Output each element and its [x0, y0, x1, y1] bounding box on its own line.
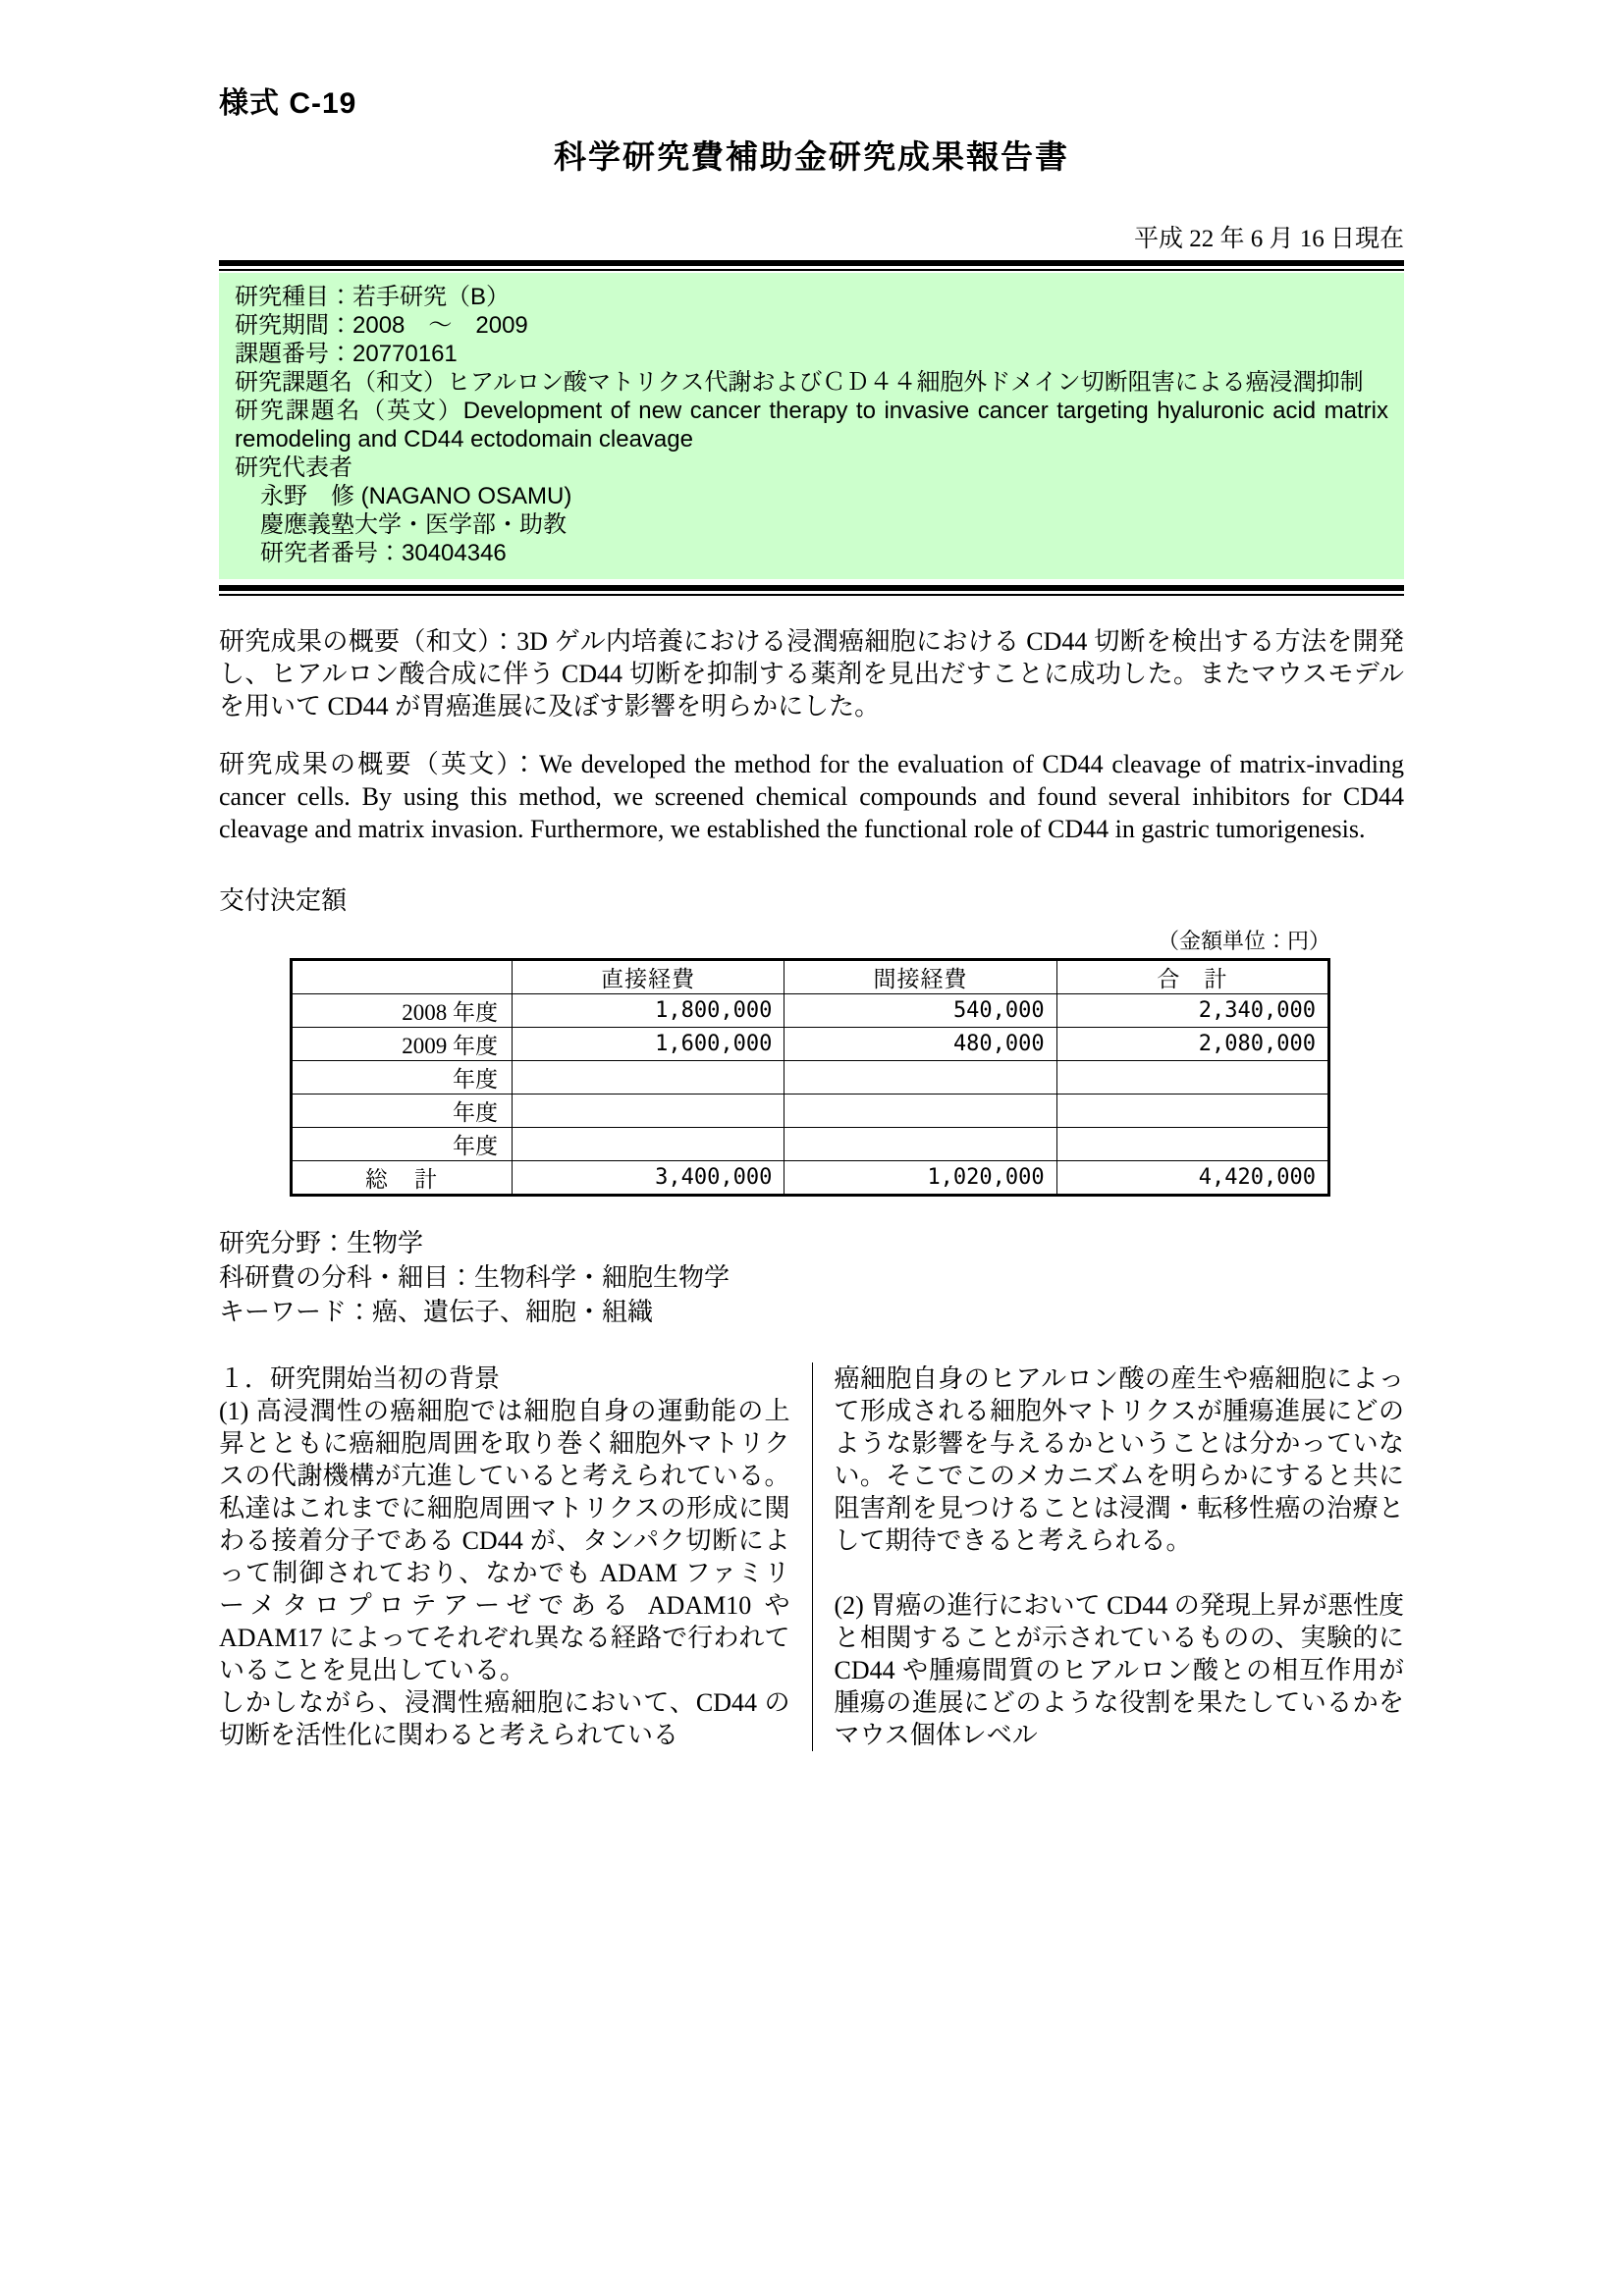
principal-investigator-label: 研究代表者 [235, 454, 352, 481]
form-number: 様式 C-19 [219, 87, 357, 120]
budget-direct-cost [513, 1095, 784, 1128]
budget-row-label: 年度 [292, 1128, 513, 1161]
research-field: 研究分野：生物学 [219, 1229, 424, 1257]
budget-header-direct: 直接経費 [513, 960, 784, 994]
budget-indirect-cost: 1,020,000 [784, 1161, 1056, 1196]
right-column [812, 1362, 1405, 1751]
left-column [219, 1362, 812, 1751]
project-summary-box [219, 273, 1404, 579]
budget-row-label: 総 計 [292, 1161, 513, 1196]
budget-total-cost [1056, 1061, 1328, 1095]
budget-direct-cost: 3,400,000 [513, 1161, 784, 1196]
budget-direct-cost: 1,800,000 [513, 994, 784, 1028]
budget-row-label: 2008 年度 [292, 994, 513, 1028]
budget-header-row [292, 960, 1329, 994]
budget-indirect-cost [784, 1128, 1056, 1161]
background-paragraph-4: (2) 胃癌の進行において CD44 の発現上昇が悪性度と相関することが示されているものの、実験的に CD44 や腫瘍間質のヒアルロン酸との相互作用が腫瘍の進展にどのような役割を果たしているかをマウス個体レベル [834, 1591, 1404, 1749]
report-page [219, 0, 1404, 1751]
budget-row-empty-3 [292, 1128, 1329, 1161]
budget-row-label: 年度 [292, 1095, 513, 1128]
budget-header-total: 合 計 [1056, 960, 1328, 994]
budget-total-cost: 4,420,000 [1056, 1161, 1328, 1196]
top-divider [219, 260, 1404, 271]
budget-header-blank [292, 960, 513, 994]
budget-total-cost [1056, 1128, 1328, 1161]
budget-direct-cost: 1,600,000 [513, 1028, 784, 1061]
budget-row-2008 [292, 994, 1329, 1028]
research-keywords: キーワード：癌、遺伝子、細胞・組織 [219, 1298, 654, 1326]
background-paragraph-1: (1) 高浸潤性の癌細胞では細胞自身の運動能の上昇とともに癌細胞周囲を取り巻く細胞外マトリクスの代謝機構が亢進していると考えられている。私達はこれまでに細胞周囲マトリクスの形成に関わる接着分子である CD44 が、タンパク切断によって制御されており、なかでも ADAM ファミリーメタロプロテアーゼである ADAM10 や ADAM17 によってそれぞれ異なる経路で行われていることを見出している。 [219, 1397, 790, 1684]
budget-indirect-cost [784, 1095, 1056, 1128]
project-number: 課題番号：20770161 [235, 341, 458, 367]
abstract-english: 研究成果の概要（英文）：We developed the method for the evaluation of CD44 cleavage of matrix-invading cancer cells. By using this method, we screened chemical compounds and found several inhibitors for CD44 cleavage and matrix invasion. Furthermore, we established the functional role of CD44 in gastric tumorigenesis. [219, 750, 1404, 843]
body-columns [219, 1362, 1404, 1751]
background-paragraph-3: 癌細胞自身のヒアルロン酸の産生や癌細胞によって形成される細胞外マトリクスが腫瘍進展にどのような影響を与えるかということは分かっていない。そこでこのメカニズムを明らかにすると共に阻害剤を見つけることは浸潤・転移性癌の治療として期待できると考えられる。 [834, 1364, 1404, 1555]
principal-investigator-name: 永野 修 (NAGANO OSAMU) [260, 483, 572, 509]
budget-row-empty-1 [292, 1061, 1329, 1095]
budget-direct-cost [513, 1061, 784, 1095]
budget-table-wrap [290, 925, 1330, 1197]
document-title: 科学研究費補助金研究成果報告書 [554, 138, 1069, 175]
budget-row-empty-2 [292, 1095, 1329, 1128]
budget-header-indirect: 間接経費 [784, 960, 1056, 994]
budget-row-label: 2009 年度 [292, 1028, 513, 1061]
section-heading-background: １．研究開始当初の背景 [219, 1364, 501, 1393]
report-date: 平成 22 年 6 月 16 日現在 [1133, 226, 1404, 252]
budget-direct-cost [513, 1128, 784, 1161]
principal-investigator-affiliation: 慶應義塾大学・医学部・助教 [260, 511, 567, 538]
budget-heading: 交付決定額 [219, 886, 348, 915]
budget-total-cost: 2,080,000 [1056, 1028, 1328, 1061]
budget-unit-note: （金額単位：円） [1157, 929, 1330, 953]
budget-row-2009 [292, 1028, 1329, 1061]
budget-indirect-cost: 480,000 [784, 1028, 1056, 1061]
researcher-number: 研究者番号：30404346 [260, 540, 507, 566]
abstract-japanese: 研究成果の概要（和文）：3D ゲル内培養における浸潤癌細胞における CD44 切断を検出する方法を開発し、ヒアルロン酸合成に伴う CD44 切断を抑制する薬剤を見出だすことに成功した。またマウスモデルを用いて CD44 が胃癌進展に及ぼす影響を明らかにした。 [219, 627, 1404, 721]
research-category: 科研費の分科・細目：生物科学・細胞生物学 [219, 1263, 730, 1292]
budget-indirect-cost: 540,000 [784, 994, 1056, 1028]
budget-table [290, 958, 1330, 1197]
background-paragraph-2: しかしながら、浸潤性癌細胞において、CD44 の切断を活性化に関わると考えられている [219, 1688, 790, 1749]
budget-row-total [292, 1161, 1329, 1196]
research-meta [219, 1226, 1404, 1329]
project-title-english: 研究課題名（英文）Development of new cancer therapy to invasive cancer targeting hyaluronic acid matrix remodeling and CD44 ectodomain cleavage [235, 398, 1388, 453]
project-title-japanese: 研究課題名（和文）ヒアルロン酸マトリクス代謝およびＣＤ４４細胞外ドメイン切断阻害による癌浸潤抑制 [235, 369, 1364, 396]
budget-total-cost [1056, 1095, 1328, 1128]
budget-total-cost: 2,340,000 [1056, 994, 1328, 1028]
budget-row-label: 年度 [292, 1061, 513, 1095]
budget-indirect-cost [784, 1061, 1056, 1095]
bottom-divider [219, 585, 1404, 596]
research-period: 研究期間：2008 ～ 2009 [235, 312, 528, 339]
research-type: 研究種目：若手研究（B） [235, 284, 511, 310]
